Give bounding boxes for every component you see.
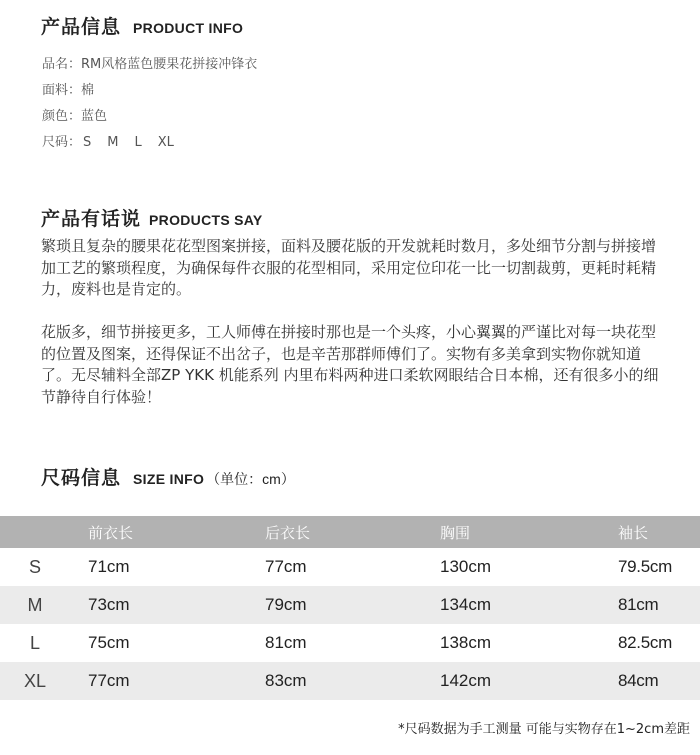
cell-front-length: 75cm [70, 624, 250, 662]
size-table [0, 516, 700, 700]
size-option-s: S [83, 135, 92, 150]
size-footnote: *尺码数据为手工测量 可能与实物存在1~2cm差距 [398, 722, 690, 737]
cell-chest: 138cm [428, 624, 606, 662]
table-row [0, 662, 700, 700]
size-option-l: L [134, 135, 142, 150]
cell-sleeve: 79.5cm [606, 548, 700, 586]
table-row [0, 624, 700, 662]
header-sleeve: 袖长 [606, 516, 700, 548]
header-chest: 胸围 [428, 516, 606, 548]
cell-back-length: 77cm [250, 548, 428, 586]
products-say-heading [41, 204, 263, 231]
cell-back-length: 81cm [250, 624, 428, 662]
cell-chest: 142cm [428, 662, 606, 700]
info-row-color: 颜色：蓝色 [42, 109, 108, 124]
info-row-name: 品名：RM风格蓝色腰果花拼接冲锋衣 [42, 57, 258, 72]
cell-size: XL [0, 662, 70, 700]
product-info-title-cn: 产品信息 [41, 16, 122, 38]
cell-sleeve: 81cm [606, 586, 700, 624]
size-info-title-cn: 尺码信息 [41, 467, 122, 489]
header-front-length: 前衣长 [70, 516, 250, 548]
size-info-title-en: SIZE INFO [133, 471, 205, 487]
cell-size: S [0, 548, 70, 586]
size-info-heading [41, 463, 295, 490]
info-row-sizes [42, 133, 257, 159]
info-row-material: 面料：棉 [42, 83, 95, 98]
products-say-title-cn: 产品有话说 [41, 208, 142, 230]
size-option-m: M [107, 135, 119, 150]
size-label: 尺码： [42, 135, 82, 150]
cell-size: L [0, 624, 70, 662]
product-info-heading [41, 12, 243, 39]
size-table-header-row [0, 516, 700, 548]
products-say-paragraph-2: 花版多，细节拼接更多，工人师傅在拼接时那也是一个头疼，小心翼翼的严谨比对每一块花型的位置及图案，还得保证不出岔子，也是辛苦那群师傅们了。实物有多美拿到实物你就知道了。无尽辅料全部ZP YKK 机能系列 内里布料两种进口柔软网眼结合日本棉，还有很多小的细节静待自行体验！ [41, 323, 659, 406]
products-say-title-en: PRODUCTS SAY [149, 212, 263, 228]
size-info-unit: （单位：cm） [206, 471, 295, 487]
cell-front-length: 71cm [70, 548, 250, 586]
products-say-paragraph-1: 繁琐且复杂的腰果花花型图案拼接，面料及腰花版的开发就耗时数月，多处细节分割与拼接增加工艺的繁琐程度，为确保每件衣服的花型相同，采用定位印花一比一切割裁剪，更耗时耗精力，废料也是肯定的。 [41, 237, 657, 298]
table-row [0, 548, 700, 586]
size-option-xl: XL [157, 135, 174, 150]
cell-chest: 134cm [428, 586, 606, 624]
product-info-list [42, 55, 257, 159]
cell-sleeve: 82.5cm [606, 624, 700, 662]
cell-back-length: 79cm [250, 586, 428, 624]
cell-front-length: 77cm [70, 662, 250, 700]
header-size [0, 516, 70, 548]
cell-sleeve: 84cm [606, 662, 700, 700]
cell-back-length: 83cm [250, 662, 428, 700]
product-info-title-en: PRODUCT INFO [133, 20, 244, 36]
header-back-length: 后衣长 [250, 516, 428, 548]
cell-chest: 130cm [428, 548, 606, 586]
table-row [0, 586, 700, 624]
cell-size: M [0, 586, 70, 624]
cell-front-length: 73cm [70, 586, 250, 624]
